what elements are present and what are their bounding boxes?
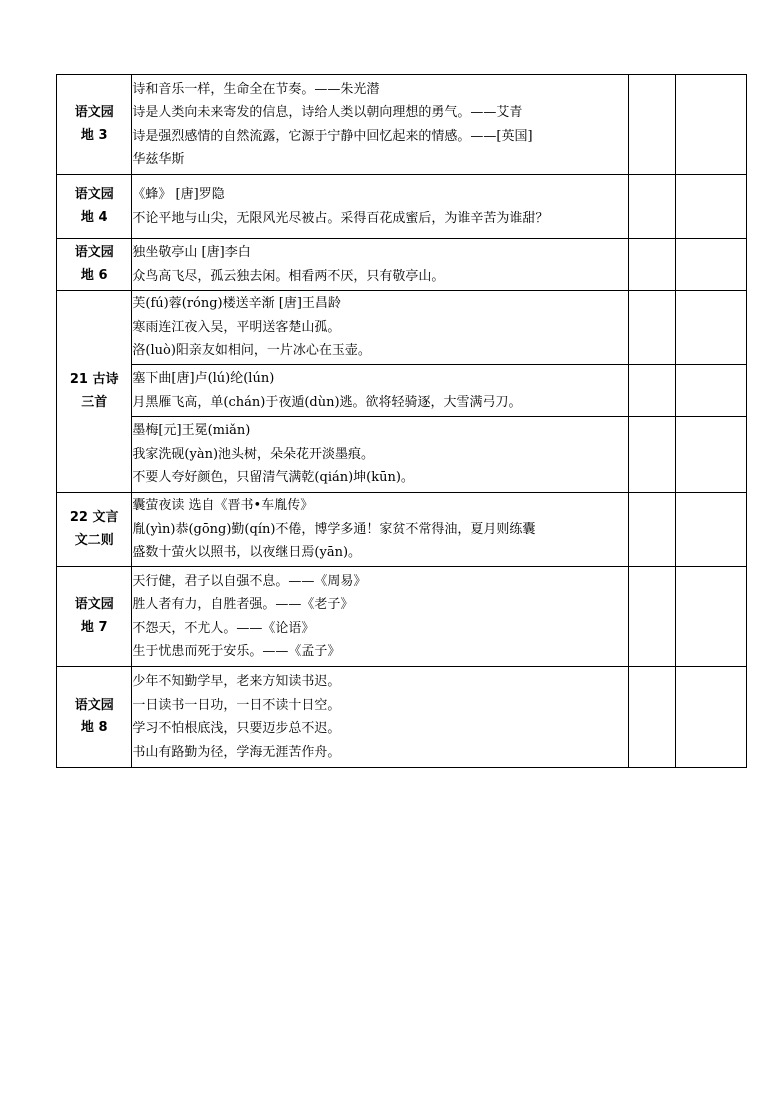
unit-name: 语文园 地 7 xyxy=(74,597,114,635)
unit-cell xyxy=(57,291,132,493)
text-line: 生于忧患而死于安乐。——《孟子》 xyxy=(132,644,341,659)
unit-cell xyxy=(57,239,132,291)
unit-cell xyxy=(57,667,132,768)
check-cell-2 xyxy=(675,291,746,365)
text-line: 芙(fú)蓉(róng)楼送辛渐 [唐]王昌龄 xyxy=(132,296,341,312)
text-line: 众鸟高飞尽，孤云独去闲。相看两不厌，只有敬亭山。 xyxy=(132,268,445,284)
text-line: 我家洗砚(yàn)池头树，朵朵花开淡墨痕。 xyxy=(132,446,375,462)
table-row xyxy=(57,365,747,417)
text-line: 独坐敬亭山 [唐]李白 xyxy=(132,245,251,260)
unit-name: 21 古诗 三首 xyxy=(69,372,119,410)
unit-cell xyxy=(57,567,132,667)
content-cell xyxy=(132,291,629,365)
content-cell xyxy=(132,365,629,417)
content-cell xyxy=(132,667,629,768)
table-row xyxy=(57,667,747,768)
text-line: 《蜂》 [唐]罗隐 xyxy=(132,187,225,202)
check-cell-1 xyxy=(629,417,675,493)
check-cell-2 xyxy=(675,417,746,493)
unit-name: 语文园 地 3 xyxy=(74,105,114,143)
text-line: 少年不知勤学早，老来方知读书迟。 xyxy=(132,674,341,689)
unit-cell xyxy=(57,493,132,567)
content-cell xyxy=(132,175,629,239)
check-cell-1 xyxy=(629,75,675,175)
text-line: 不要人夸好颜色，只留清气满乾(qián)坤(kūn)。 xyxy=(132,470,414,486)
text-line: 不怨天，不尤人。——《论语》 xyxy=(132,620,315,636)
text-line: 盛数十萤火以照书，以夜继日焉(yān)。 xyxy=(132,545,362,561)
text-line: 诗和音乐一样，生命全在节奏。——朱光潜 xyxy=(132,81,380,97)
table-row xyxy=(57,175,747,239)
table-body xyxy=(57,75,747,768)
unit-cell xyxy=(57,75,132,175)
unit-name: 语文园 地 6 xyxy=(74,245,114,283)
check-cell-2 xyxy=(675,365,746,417)
unit-name: 语文园 地 4 xyxy=(74,187,114,225)
text-line: 墨梅[元]王冕(miǎn) xyxy=(132,423,251,439)
check-cell-1 xyxy=(629,493,675,567)
text-line: 华兹华斯 xyxy=(132,152,185,167)
text-line: 诗是强烈感情的自然流露，它源于宁静中回忆起来的情感。——[英国] xyxy=(132,128,533,144)
check-cell-1 xyxy=(629,175,675,239)
text-line: 塞下曲[唐]卢(lú)纶(lún) xyxy=(132,371,275,386)
content-cell xyxy=(132,239,629,291)
check-cell-2 xyxy=(675,493,746,567)
text-line: 胜人者有力，自胜者强。——《老子》 xyxy=(132,597,354,612)
check-cell-2 xyxy=(675,667,746,768)
content-cell xyxy=(132,493,629,567)
text-line: 胤(yìn)恭(gōng)勤(qín)不倦，博学多通！家贫不常得油，夏月则练囊 xyxy=(132,521,536,537)
content-cell xyxy=(132,567,629,667)
check-cell-2 xyxy=(675,239,746,291)
recitation-table xyxy=(56,74,747,768)
check-cell-2 xyxy=(675,175,746,239)
text-line: 不论平地与山尖，无限风光尽被占。采得百花成蜜后，为谁辛苦为谁甜？ xyxy=(132,210,549,226)
unit-cell xyxy=(57,175,132,239)
content-cell xyxy=(132,417,629,493)
text-line: 书山有路勤为径，学海无涯苦作舟。 xyxy=(132,744,341,760)
text-line: 洛(luò)阳亲友如相问，一片冰心在玉壶。 xyxy=(132,343,371,359)
table-row xyxy=(57,567,747,667)
text-line: 囊萤夜读 选自《晋书•车胤传》 xyxy=(132,498,314,514)
text-line: 天行健，君子以自强不息。——《周易》 xyxy=(132,573,367,589)
table-row xyxy=(57,239,747,291)
check-cell-1 xyxy=(629,567,675,667)
check-cell-1 xyxy=(629,291,675,365)
check-cell-1 xyxy=(629,365,675,417)
unit-name: 语文园 地 8 xyxy=(74,697,114,735)
text-line: 寒雨连江夜入吴，平明送客楚山孤。 xyxy=(132,319,341,335)
unit-name: 22 文言 文二则 xyxy=(69,510,119,548)
check-cell-2 xyxy=(675,75,746,175)
table-row xyxy=(57,493,747,567)
table-row xyxy=(57,75,747,175)
text-line: 学习不怕根底浅，只要迈步总不迟。 xyxy=(132,721,341,736)
text-line: 月黑雁飞高，单(chán)于夜遁(dùn)逃。欲将轻骑逐，大雪满弓刀。 xyxy=(132,394,522,410)
check-cell-1 xyxy=(629,667,675,768)
check-cell-1 xyxy=(629,239,675,291)
content-cell xyxy=(132,75,629,175)
table-row xyxy=(57,291,747,365)
table-row xyxy=(57,417,747,493)
text-line: 诗是人类向未来寄发的信息，诗给人类以朝向理想的勇气。——艾青 xyxy=(132,105,523,120)
text-line: 一日读书一日功，一日不读十日空。 xyxy=(132,697,341,713)
check-cell-2 xyxy=(675,567,746,667)
